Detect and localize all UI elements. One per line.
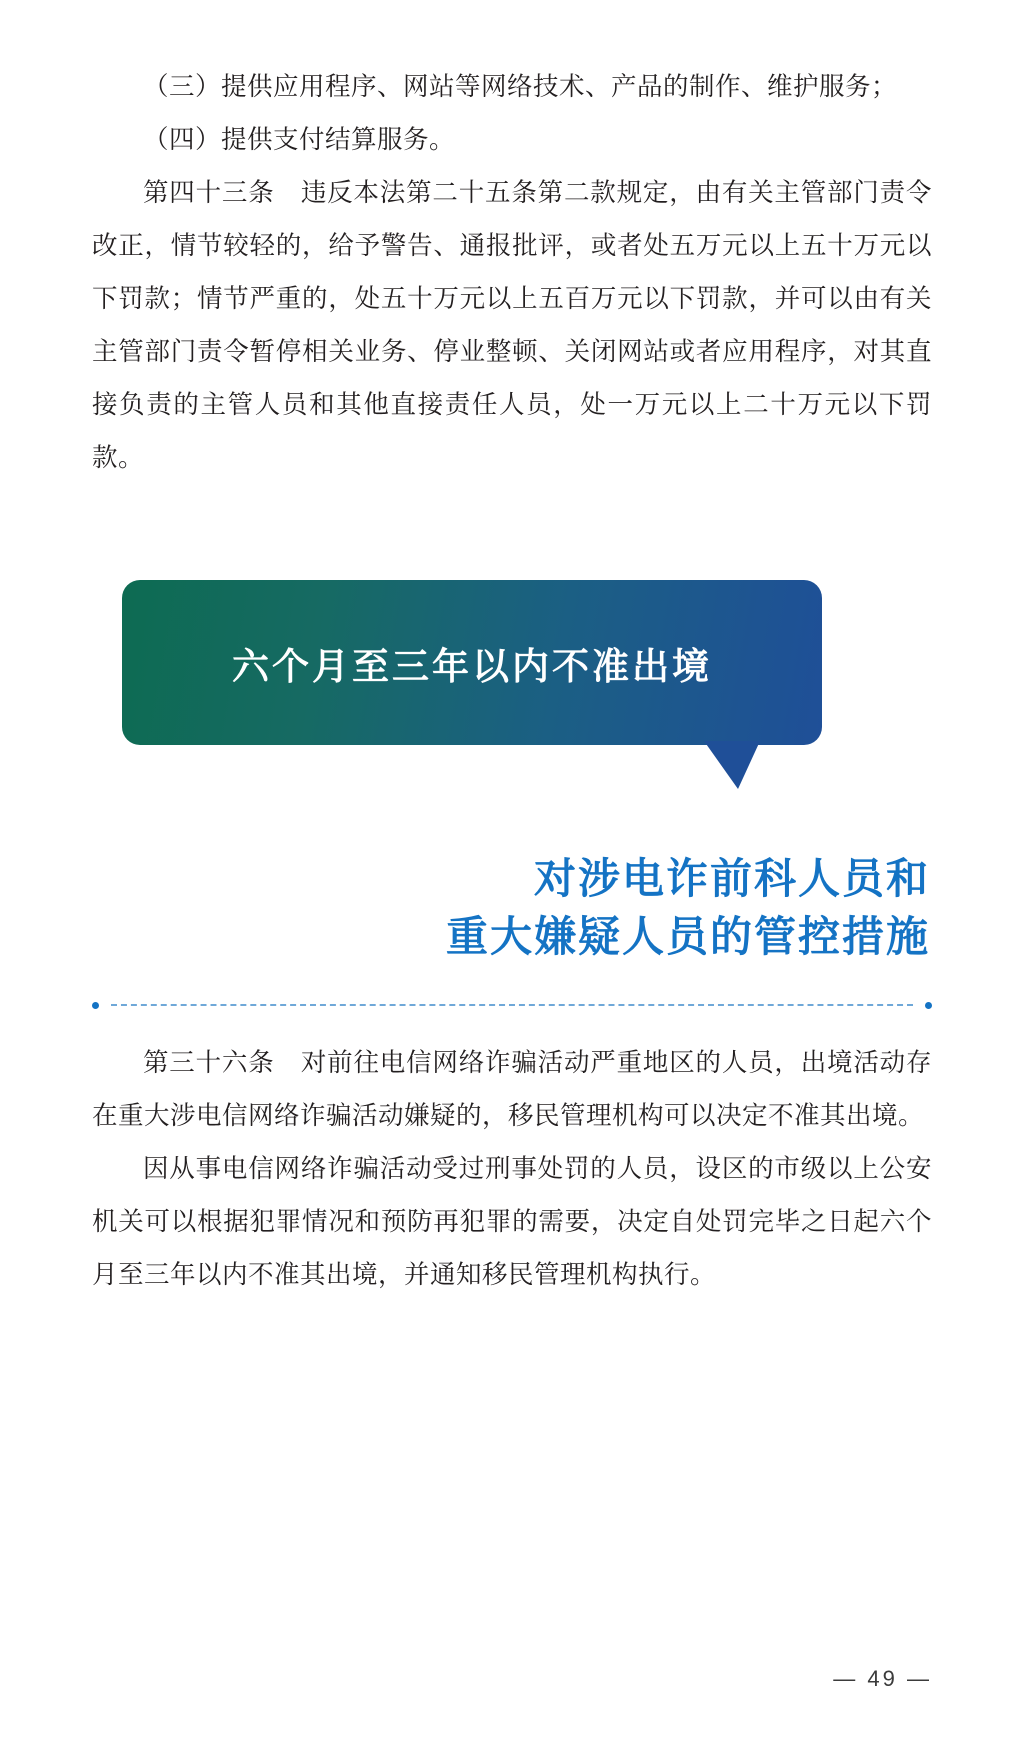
section-title: [92, 850, 932, 966]
paragraph-article-43: 第四十三条 违反本法第二十五条第二款规定，由有关主管部门责令改正，情节较轻的，给予警告、通报批评，或者处五万元以上五十万元以下罚款；情节严重的，处五十万元以上五百万元以下罚款，并可以由有关主管部门责令暂停相关业务、停业整顿、关闭网站或者应用程序，对其直接负责的主管人员和其他直接责任人员，处一万元以上二十万元以下罚款。: [92, 178, 932, 472]
callout-banner-text: 六个月至三年以内不准出境: [232, 645, 712, 687]
callout-banner-tail: [704, 741, 760, 789]
divider-dot-right: [925, 1002, 932, 1009]
paragraph-item-4: （四）提供支付结算服务。: [143, 125, 456, 154]
dashed-divider: [92, 1000, 932, 1010]
section-title-line-1: 对涉电诈前科人员和: [533, 855, 930, 902]
page-number: — 49 —: [833, 1666, 932, 1691]
divider-dot-left: [92, 1002, 99, 1009]
paragraph-item-3: （三）提供应用程序、网站等网络技术、产品的制作、维护服务；: [143, 72, 898, 101]
divider-rule: [111, 1004, 913, 1006]
callout-banner-body: [122, 580, 822, 745]
paragraph-article-36: 第三十六条 对前往电信网络诈骗活动严重地区的人员，出境活动存在重大涉电信网络诈骗活动嫌疑的，移民管理机构可以决定不准其出境。: [92, 1048, 932, 1130]
section-title-line-2: 重大嫌疑人员的管控措施: [445, 913, 930, 960]
paragraph-article-36-continued: 因从事电信网络诈骗活动受过刑事处罚的人员，设区的市级以上公安机关可以根据犯罪情况和预防再犯罪的需要，决定自处罚完毕之日起六个月至三年以内不准其出境，并通知移民管理机构执行。: [92, 1154, 932, 1289]
callout-banner: [122, 580, 822, 745]
